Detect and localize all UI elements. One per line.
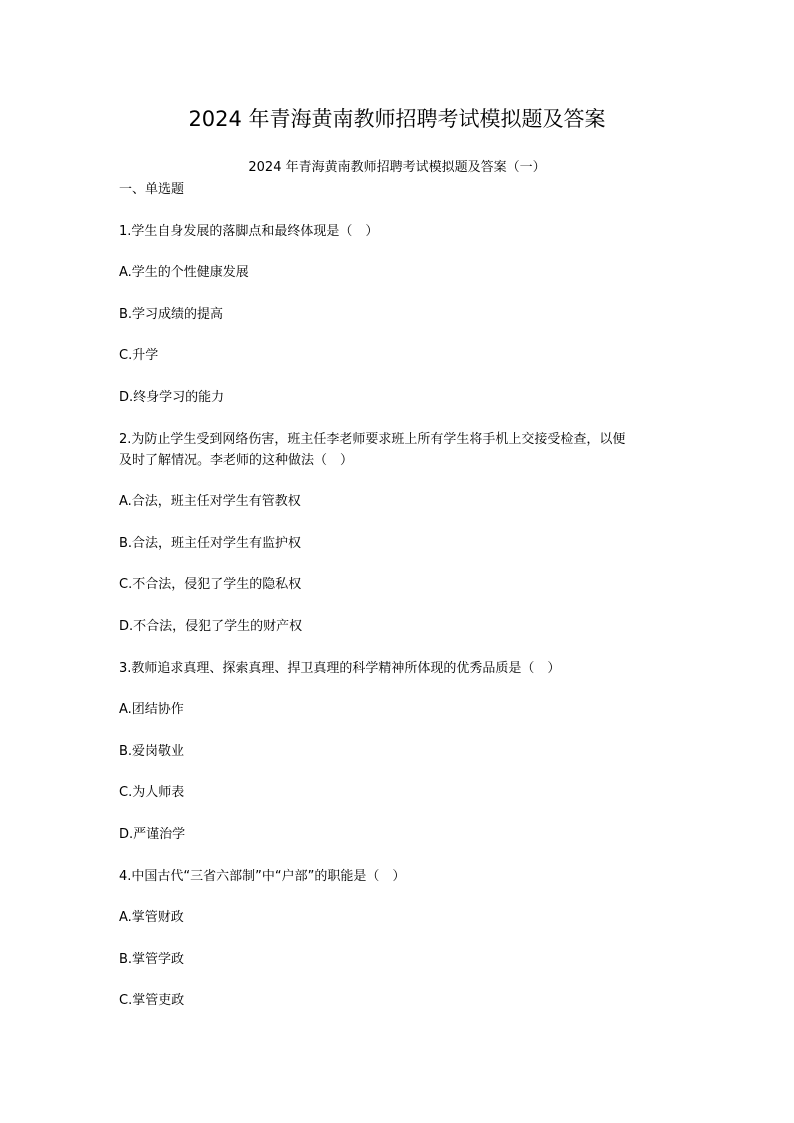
question-1-option-b: B.学习成绩的提高 (119, 307, 224, 322)
question-2-option-c: C.不合法，侵犯了学生的隐私权 (119, 577, 302, 592)
document-subtitle: 2024 年青海黄南教师招聘考试模拟题及答案（一） (248, 160, 546, 175)
question-2-stem-line-1: 2.为防止学生受到网络伤害，班主任李老师要求班上所有学生将手机上交接受检查，以便 (119, 432, 626, 447)
question-4-option-c: C.掌管吏政 (119, 993, 185, 1008)
section-heading: 一、单选题 (119, 182, 185, 197)
question-4-option-b: B.掌管学政 (119, 952, 185, 967)
question-4-option-a: A.掌管财政 (119, 910, 184, 925)
question-3-option-a: A.团结协作 (119, 702, 184, 717)
document-title: 2024 年青海黄南教师招聘考试模拟题及答案 (188, 107, 606, 131)
question-1-stem: 1.学生自身发展的落脚点和最终体现是（ ） (119, 224, 379, 239)
question-3-option-b: B.爱岗敬业 (119, 744, 185, 759)
question-2-option-a: A.合法，班主任对学生有管教权 (119, 494, 301, 509)
question-1-option-d: D.终身学习的能力 (119, 390, 225, 405)
question-4-stem: 4.中国古代“三省六部制”中“户部”的职能是（ ） (119, 869, 406, 884)
question-1-option-c: C.升学 (119, 348, 159, 363)
question-3-stem: 3.教师追求真理、探索真理、捍卫真理的科学精神所体现的优秀品质是（ ） (119, 661, 561, 676)
question-3-option-c: C.为人师表 (119, 785, 185, 800)
question-2-option-b: B.合法，班主任对学生有监护权 (119, 536, 302, 551)
question-3-option-d: D.严谨治学 (119, 827, 186, 842)
question-1-option-a: A.学生的个性健康发展 (119, 265, 249, 280)
question-2-stem-line-2: 及时了解情况。李老师的这种做法（ ） (119, 453, 354, 468)
question-2-option-d: D.不合法，侵犯了学生的财产权 (119, 619, 303, 634)
